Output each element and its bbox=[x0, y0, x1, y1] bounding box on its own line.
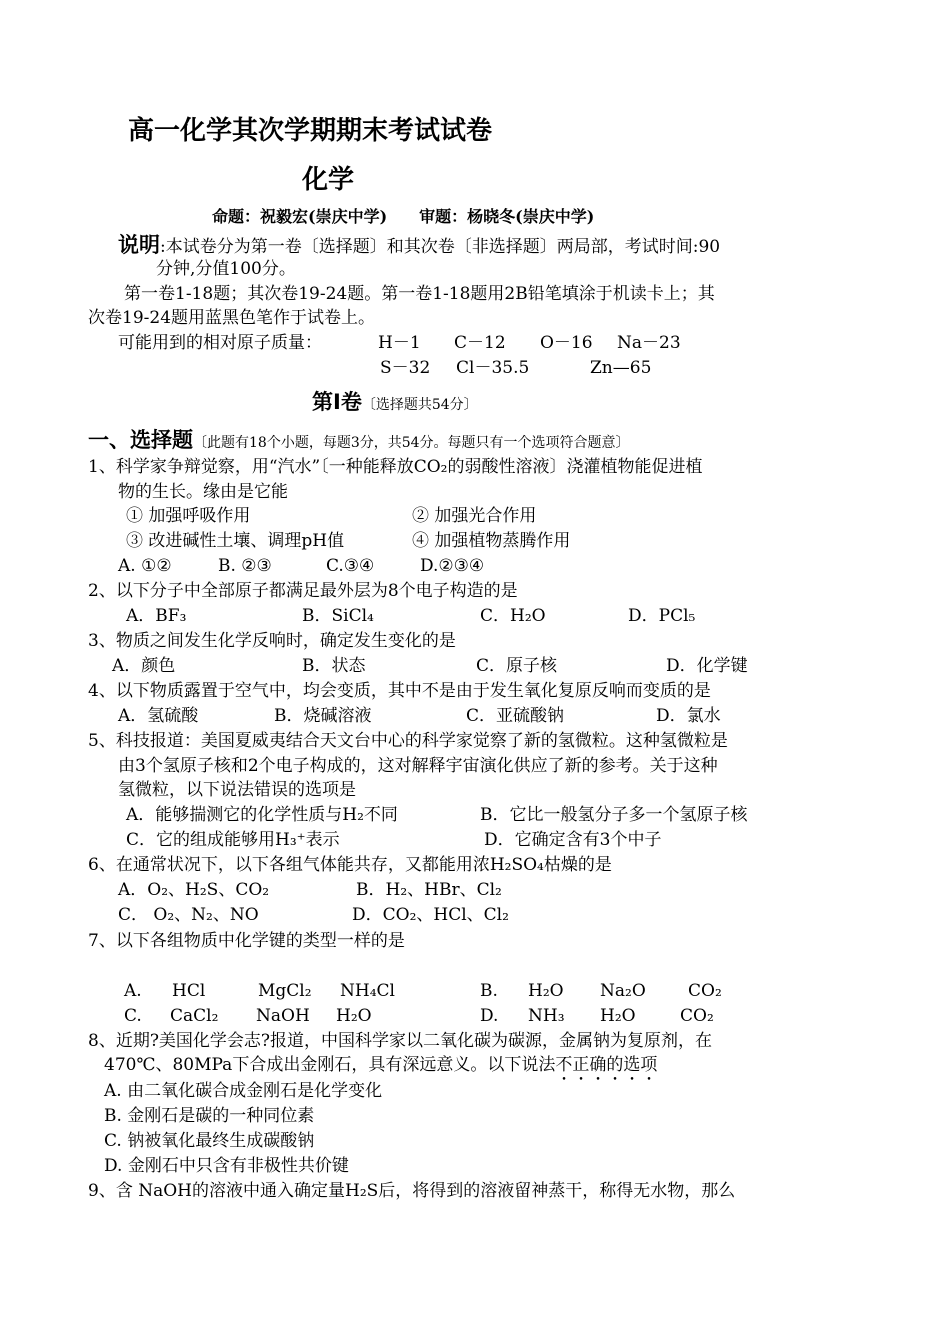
q2-option-c: C．H₂O bbox=[480, 606, 546, 626]
exam-subtitle: 化学 bbox=[302, 165, 355, 195]
section1-title: 一、选择题 bbox=[88, 428, 193, 452]
atomic-mass-c: C－12 bbox=[454, 333, 506, 353]
part1-note: 〔选择题共54分〕 bbox=[361, 397, 478, 413]
q1-option-b: B. ②③ bbox=[218, 556, 272, 576]
q1-stem-line-1: 1、科学家争辩觉察，用“汽水”〔一种能释放CO₂的弱酸性溶液〕浇灌植物能促进植 bbox=[88, 457, 703, 477]
q7-option-c-letter: C. bbox=[124, 1006, 142, 1026]
q3-option-b: B．状态 bbox=[302, 656, 366, 676]
q8-option-a: A. 由二氧化碳合成金刚石是化学变化 bbox=[104, 1081, 383, 1101]
q2-option-a: A．BF₃ bbox=[126, 606, 187, 626]
q7-option-a-item-3: NH₄Cl bbox=[340, 981, 395, 1001]
q3-option-c: C．原子核 bbox=[476, 656, 558, 676]
q7-option-c-item-3: H₂O bbox=[336, 1006, 372, 1026]
q1-statement-2: ② 加强光合作用 bbox=[412, 506, 537, 526]
q4-option-c: C．亚硫酸钠 bbox=[466, 706, 565, 726]
q7-option-b-item-1: H₂O bbox=[528, 981, 564, 1001]
q7-option-b-item-2: Na₂O bbox=[600, 981, 646, 1001]
q1-option-a: A. ①② bbox=[118, 556, 172, 576]
q8-stem-line-1: 8、近期?美国化学会志?报道，中国科学家以二氧化碳为碳源，金属钠为复原剂，在 bbox=[88, 1031, 713, 1051]
q8-option-b: B. 金刚石是碳的一种同位素 bbox=[104, 1106, 315, 1126]
q7-option-c-item-2: NaOH bbox=[256, 1006, 310, 1026]
atomic-mass-h: H－1 bbox=[378, 333, 421, 353]
atomic-mass-s: S－32 bbox=[380, 358, 431, 378]
atomic-mass-cl: Cl－35.5 bbox=[456, 358, 530, 378]
q5-stem-line-3: 氢微粒，以下说法错误的选项是 bbox=[118, 780, 356, 800]
q2-option-b: B．SiCl₄ bbox=[302, 606, 374, 626]
q8-option-d: D. 金刚石中只含有非极性共价键 bbox=[104, 1156, 349, 1176]
part1-title: 第Ⅰ卷 bbox=[312, 390, 362, 414]
q4-option-a: A．氢硫酸 bbox=[118, 706, 199, 726]
q3-stem: 3、物质之间发生化学反响时，确定发生变化的是 bbox=[88, 631, 456, 651]
q7-option-d-letter: D. bbox=[480, 1006, 499, 1026]
note-line-1: 说明:本试卷分为第一卷〔选择题〕和其次卷〔非选择题〕两局部，考试时间:90 bbox=[118, 233, 721, 257]
q5-stem-line-1: 5、科技报道：美国夏威夷结合天文台中心的科学家觉察了新的氢微粒。这种氢微粒是 bbox=[88, 731, 728, 751]
q5-option-c: C．它的组成能够用H₃⁺表示 bbox=[126, 830, 340, 850]
q8-option-c: C. 钠被氧化最终生成碳酸钠 bbox=[104, 1131, 315, 1151]
q7-option-a-letter: A. bbox=[124, 981, 142, 1001]
q6-stem: 6、在通常状况下，以下各组气体能共存，又都能用浓H₂SO₄枯燥的是 bbox=[88, 855, 612, 875]
atomic-mass-o: O－16 bbox=[540, 333, 593, 353]
q7-option-d-item-3: CO₂ bbox=[680, 1006, 714, 1026]
q1-statement-1: ① 加强呼吸作用 bbox=[126, 506, 251, 526]
atomic-mass-label: 可能用到的相对原子质量： bbox=[118, 333, 322, 353]
q7-option-b-letter: B. bbox=[480, 981, 498, 1001]
q5-option-d: D．它确定含有3个中子 bbox=[484, 830, 662, 850]
atomic-mass-zn: Zn—65 bbox=[590, 358, 652, 378]
q5-stem-line-2: 由3个氢原子核和2个电子构成的，这对解释宇宙演化供应了新的参考。关于这种 bbox=[118, 756, 718, 776]
section1-note: 〔此题有18个小题，每题3分，共54分。每题只有一个选项符合题意〕 bbox=[193, 435, 630, 451]
section1-heading bbox=[88, 430, 630, 453]
q7-option-d-item-2: H₂O bbox=[600, 1006, 636, 1026]
q3-option-a: A．颜色 bbox=[112, 656, 176, 676]
q7-stem: 7、以下各组物质中化学键的类型一样的是 bbox=[88, 931, 405, 951]
q7-option-d-item-1: NH₃ bbox=[528, 1006, 565, 1026]
q7-option-b-item-3: CO₂ bbox=[688, 981, 722, 1001]
note-label: 说明 bbox=[118, 233, 160, 257]
q4-option-b: B．烧碱溶液 bbox=[274, 706, 372, 726]
note-line-3: 第一卷1-18题；其次卷19-24题。第一卷1-18题用2B铅笔填涂于机读卡上；其 bbox=[124, 284, 715, 304]
q2-option-d: D．PCl₅ bbox=[628, 606, 696, 626]
note-line-2: 分钟,分值100分。 bbox=[156, 259, 296, 279]
q4-option-d: D．氯水 bbox=[656, 706, 721, 726]
q7-option-a-item-1: HCl bbox=[172, 981, 206, 1001]
q8-emphasis: 不正确的选项 bbox=[555, 1055, 658, 1075]
exam-title: 高一化学其次学期期末考试试卷 bbox=[128, 116, 493, 146]
q6-option-a: A．O₂、H₂S、CO₂ bbox=[118, 880, 270, 900]
q1-option-d: D.②③④ bbox=[420, 556, 485, 576]
q6-option-d: D．CO₂、HCl、Cl₂ bbox=[352, 905, 509, 925]
q1-stem-line-2: 物的生长。缘由是它能 bbox=[118, 482, 288, 502]
q3-option-d: D．化学键 bbox=[666, 656, 748, 676]
q1-statement-4: ④ 加强植物蒸腾作用 bbox=[412, 531, 571, 551]
q5-option-a: A．能够揣测它的化学性质与H₂不同 bbox=[126, 805, 398, 825]
q1-option-c: C.③④ bbox=[326, 556, 375, 576]
authors: 命题：祝毅宏(崇庆中学) 审题：杨晓冬(崇庆中学) bbox=[212, 207, 595, 226]
note-line-4: 次卷19-24题用蓝黑色笔作于试卷上。 bbox=[88, 308, 376, 328]
q5-option-b: B．它比一般氢分子多一个氢原子核 bbox=[480, 805, 748, 825]
q6-option-b: B．H₂、HBr、Cl₂ bbox=[356, 880, 502, 900]
part1-heading bbox=[312, 392, 478, 415]
q1-statement-3: ③ 改进碱性土壤、调理pH值 bbox=[126, 531, 345, 551]
atomic-mass-na: Na－23 bbox=[617, 333, 681, 353]
q7-option-c-item-1: CaCl₂ bbox=[170, 1006, 219, 1026]
q8-stem-line-2: 470℃、80MPa下合成出金刚石，具有深远意义。以下说法不正确的选项 bbox=[104, 1055, 658, 1075]
q2-stem: 2、以下分子中全部原子都满足最外层为8个电子构造的是 bbox=[88, 581, 518, 601]
q9-stem-line-1: 9、含 NaOH的溶液中通入确定量H₂S后，将得到的溶液留神蒸干，称得无水物，那么 bbox=[88, 1181, 736, 1201]
q7-option-a-item-2: MgCl₂ bbox=[258, 981, 312, 1001]
q4-stem: 4、以下物质露置于空气中，均会变质，其中不是由于发生氧化复原反响而变质的是 bbox=[88, 681, 711, 701]
q6-option-c: C． O₂、N₂、NO bbox=[118, 905, 259, 925]
